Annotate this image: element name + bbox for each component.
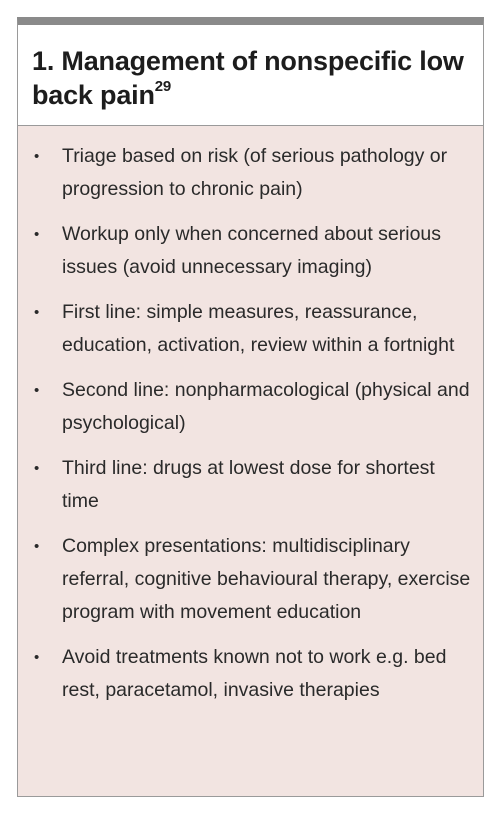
list-item xyxy=(32,374,475,440)
bullet-icon: • xyxy=(34,460,40,477)
box-title xyxy=(32,44,469,112)
list-item xyxy=(32,218,475,284)
list-item xyxy=(32,452,475,518)
list-item-text: Avoid treatments known not to work e.g. bed rest, paracetamol, invasive therapies xyxy=(62,646,447,701)
list-item xyxy=(32,296,475,362)
list-item-text: First line: simple measures, reassurance, education, activation, review within a fortnight xyxy=(62,301,455,356)
list-item-text: Third line: drugs at lowest dose for shortest time xyxy=(62,457,435,512)
bullet-list xyxy=(18,126,483,707)
bullet-icon: • xyxy=(34,382,40,399)
list-item xyxy=(32,530,475,629)
bullet-icon: • xyxy=(34,649,40,666)
bullet-icon: • xyxy=(34,226,40,243)
list-item-text: Complex presentations: multidisciplinary referral, cognitive behavioural therapy, exercise program with movement education xyxy=(62,535,471,623)
bullet-icon: • xyxy=(34,304,40,321)
reference-superscript: 29 xyxy=(154,78,172,95)
box-header xyxy=(18,25,483,126)
list-item xyxy=(32,140,475,206)
list-item xyxy=(32,641,475,707)
list-item-text: Second line: nonpharmacological (physical and psychological) xyxy=(62,379,470,434)
bullet-icon: • xyxy=(34,148,40,165)
box-title-text: 1. Management of nonspecific low back pain xyxy=(32,46,464,110)
info-box xyxy=(17,17,484,797)
bullet-icon: • xyxy=(34,538,40,555)
list-item-text: Triage based on risk (of serious pathology or progression to chronic pain) xyxy=(62,145,448,200)
list-item-text: Workup only when concerned about serious issues (avoid unnecessary imaging) xyxy=(62,223,442,278)
